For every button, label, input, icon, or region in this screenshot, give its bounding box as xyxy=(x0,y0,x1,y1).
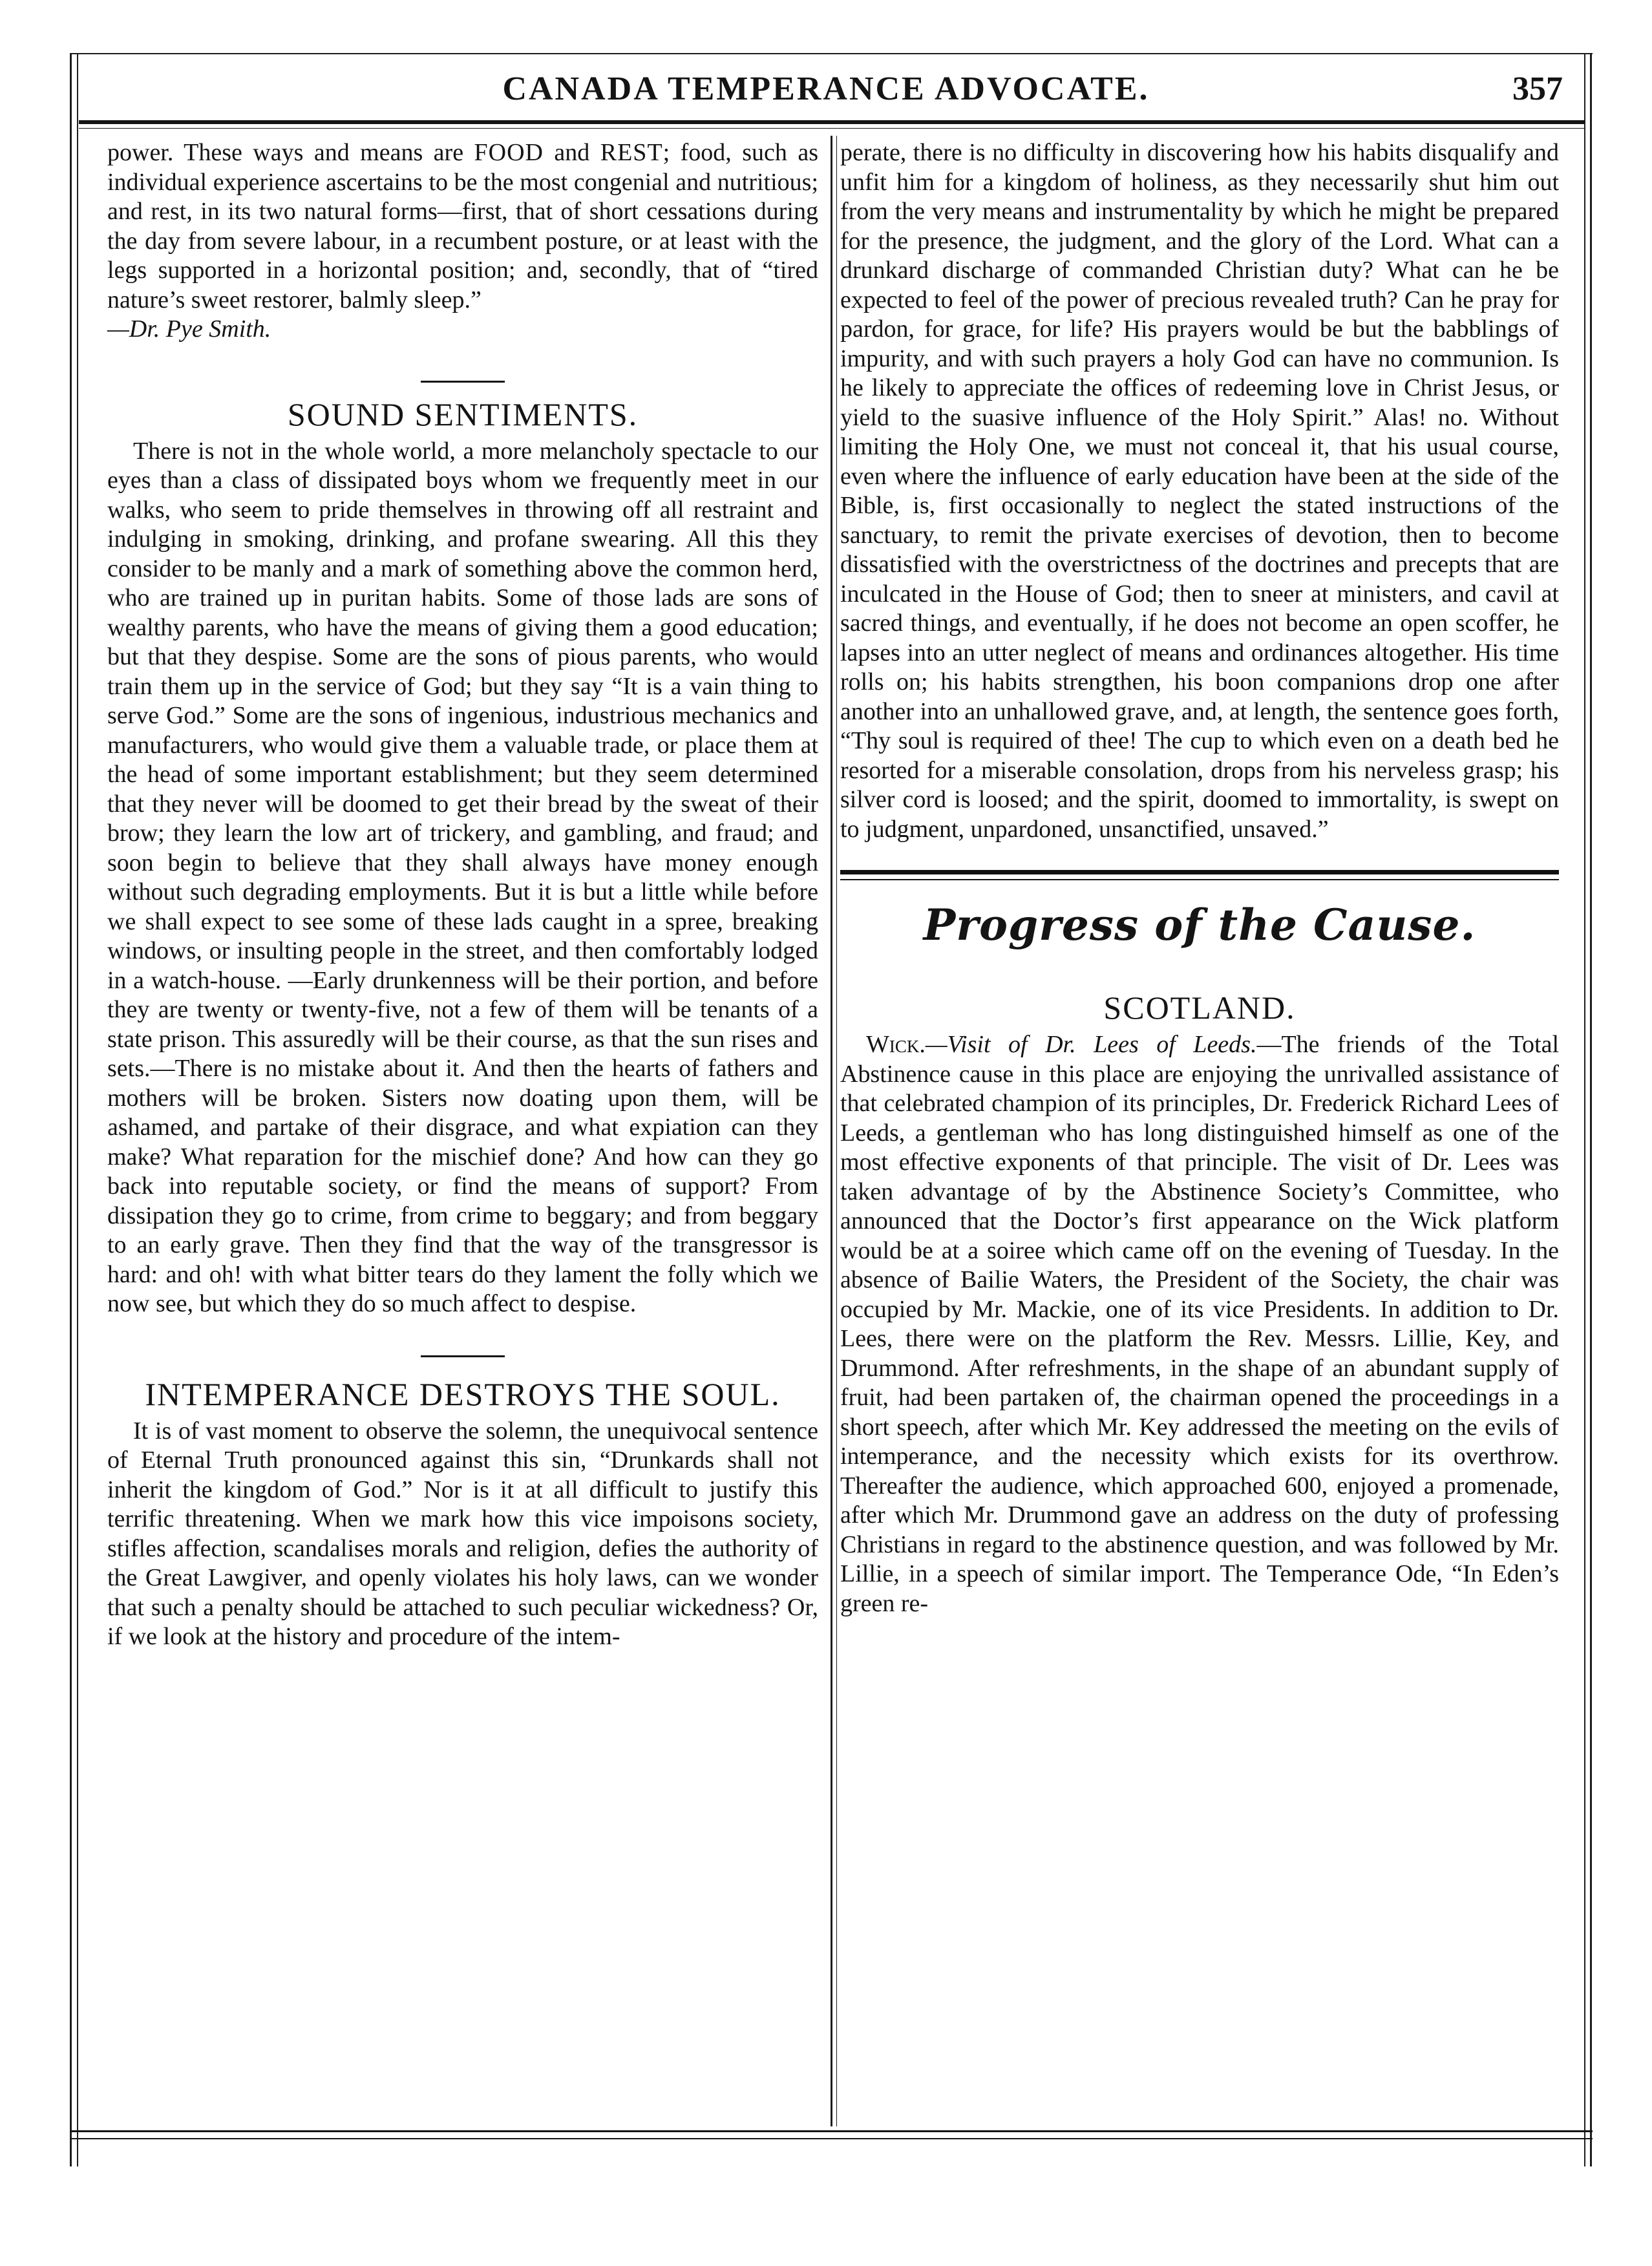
bottom-rule-thin xyxy=(70,2138,1593,2139)
word-food: FOOD xyxy=(474,139,544,166)
column-divider xyxy=(831,136,832,2126)
intemperance-body: It is of vast moment to observe the solemn, the unequivocal sentence of Eternal Truth pronounced against this sin, “Drunkards shall not inherit the kingdom of God.” Nor is it at all difficult to justify this terrific threatening. When we mark how this vice impoisons society, stifles affection, scandalises morals and religion, defies the authority of the Great Lawgiver, and openly violates his holy laws, can we wonder that such a penalty should be attached to such peculiar wickedness? Or, if we look at the history and procedure of the intem- xyxy=(107,1417,818,1650)
word-and: and xyxy=(543,139,600,166)
running-title: CANADA TEMPERANCE ADVOCATE. xyxy=(502,70,1150,107)
frame-right-border xyxy=(1590,53,1592,2166)
heading-sound-sentiments: SOUND SENTIMENTS. xyxy=(287,396,639,432)
progress-thick-rule xyxy=(840,870,1559,874)
bottom-rule xyxy=(70,2130,1593,2132)
left-column xyxy=(107,138,818,1652)
para-text-start: power. These ways and means are xyxy=(107,139,464,166)
right-column xyxy=(840,138,1559,1618)
wick-report xyxy=(840,1030,1559,1618)
intemperance-continued-body: perate, there is no difficulty in discovering how his habits disqualify and unfit him for a kingdom of holiness, as they necessarily shut him out from the very means and instrumentality by which he might be prepared for the presence, the judgment, and the glory of the Lord. What can a drunkard discharge of commanded Christian duty? What can he be expected to feel of the power of precious revealed truth? Can he pray for pardon, for grace, for life? His prayers would be but the babblings of impurity, and with such prayers a holy God can have no communion. Is he likely to appreciate the offices of redeeming love in Christ Jesus, or yield to the suasive influence of the Holy Spirit.” Alas! no. Without limiting the Holy One, we must not conceal it, that his usual course, even where the influence of early education have been at the side of the Bible, is, first occasionally to neglect the stated instructions of the sanctuary, to remit the private exercises of devotion, then to become dissatisfied with the overstrictness of the doctrines and precepts that are inculcated in the House of God; then to sneer at ministers, and cavil at sacred things, and eventually, if he does not become an open scoffer, he lapses into an utter neglect of means and ordinances altogether. His time rolls on; his habits strengthen, his boon companions drop one after another into an unhallowed grave, and, at length, the sentence goes forth, “Thy soul is required of thee! The cup to which even on a death bed he resorted for a miserable consolation, drops from his nerveless grasp; his silver cord is loosed; and the spirit, doomed to immortality, is swept on to judgment, unpardoned, unsanctified, unsaved.” xyxy=(840,139,1559,843)
frame-left-border xyxy=(70,53,72,2166)
report-body: —The friends of the Total Abstinence cause in this place are enjoying the unrivalled assistance of that celebrated champion of its principles, Dr. Frederick Richard Lees of Leeds, a gentleman who has long distinguished himself as one of the most effective exponents of that principle. The visit of Dr. Lees was taken advantage of by the Abstinence Society’s Committee, who announced that the Doctor’s first appearance on the Wick platform would be at a soiree which came off on the evening of Tuesday. In the absence of Bailie Waters, the President of the Society, the chair was occupied by Mr. Mackie, one of its vice Presidents. In addition to Dr. Lees, there were on the platform the Rev. Messrs. Lillie, Key, and Drummond. After refreshments, in the shape of an abundant supply of fruit, had been partaken of, the chairman opened the proceedings in a short speech, after which Mr. Key addressed the meeting on the evils of intemperance, and the necessity which exists for its overthrow. Thereafter the audience, which approached 600, enjoyed a promenade, after which Mr. Drummond gave an address on the duty of professing Christians in regard to the abstinence question, and was followed by Mr. Lillie, in a speech of similar import. The Temperance Ode, “In Eden’s green re- xyxy=(840,1031,1559,1617)
heading-intemperance: INTEMPERANCE DESTROYS THE SOUL. xyxy=(145,1375,781,1412)
dateline: Wick. xyxy=(866,1031,926,1058)
frame-top-rule xyxy=(70,53,1593,54)
sound-sentiments-body: There is not in the whole world, a more melancholy spectacle to our eyes than a class of dissipated boys whom we frequently meet in our walks, who seem to pride themselves in throwing off all restraint and indulging in smoking, drinking, and profane swearing. All this they consider to be manly and a mark of something above the common herd, who are trained up in puritan habits. Some of those lads are sons of wealthy parents, who have the means of giving them a good education; but that they despise. Some are the sons of pious parents, who would train them up in the service of God; but they say “It is a vain thing to serve God.” Some are the sons of ingenious, industrious mechanics and manufacturers, who would give them a valuable trade, or place them at the head of some important establishment; but they seem determined that they never will be doomed to get their bread by the sweat of their brow; they learn the low art of trickery, and gambling, and fraud; and soon begin to believe that they shall always have money enough without such degrading employments. But it is but a little while before we shall expect to see some of these lads caught in a spree, breaking windows, or insulting people in the street, and then comfortably lodged in a watch-house. —Early drunkenness will be their portion, and before they are twenty or twenty-five, not a few of them will be tenants of a state prison. This assuredly will be their course, as that the sun rises and sets.—There is no mistake about it. And then the hearts of fathers and mothers will be broken. Sisters now doating upon them, will be ashamed, and partake of their disgrace, and what expiation can they make? What reparation for the mischief done? And how can they go back into reputable society, or find the means of support? From dissipation they go to crime, from crime to beggary; and from beggary to an early grave. Then they find that the way of the transgressor is hard: and oh! with what bitter tears do they lament the folly which we now see, but which they do so much affect to despise. xyxy=(107,437,818,1317)
para-text-end: ; food, such as individual experience ascertains to be the most congenial and nutritious; and rest, in its two natural forms—first, that of short cessations during the day from severe labour, in a recumbent posture, or at least with the legs supported in a horizontal position; and, secondly, that of “tired nature’s sweet restorer, balmly sleep.” xyxy=(107,139,819,313)
header-thin-rule xyxy=(79,128,1585,129)
continued-paragraph xyxy=(107,138,818,315)
attribution: —Dr. Pye Smith. xyxy=(107,315,271,343)
page-number: 357 xyxy=(1512,70,1563,107)
header-thick-rule xyxy=(79,120,1585,124)
heading-scotland: SCOTLAND. xyxy=(1103,990,1296,1026)
report-subtitle: —Visit of Dr. Lees of Leeds. xyxy=(925,1031,1257,1058)
progress-title: Progress of the Cause. xyxy=(923,900,1476,950)
word-rest: REST xyxy=(600,139,663,166)
